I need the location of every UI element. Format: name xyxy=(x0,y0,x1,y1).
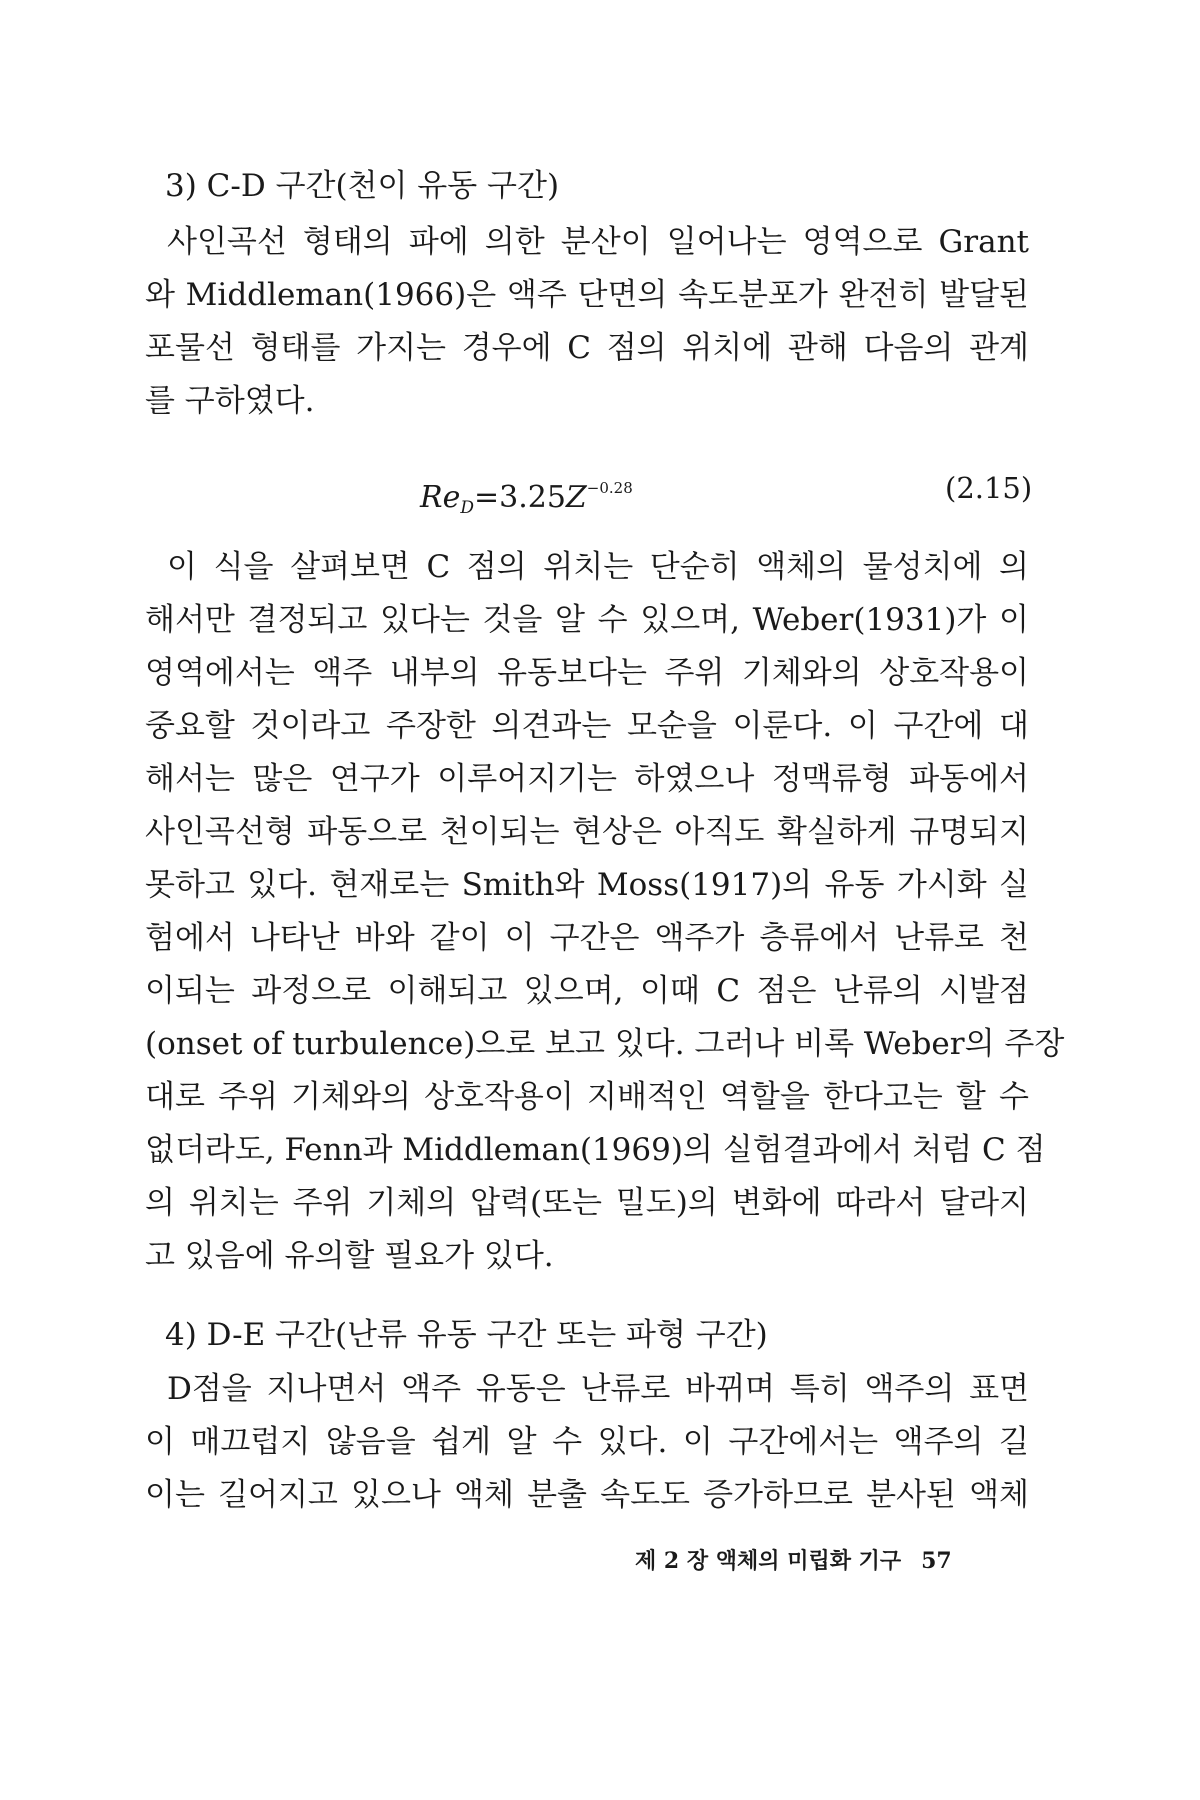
section-3-para2-line-13: 의 위치는 주위 기체의 압력(또는 밀도)의 변화에 따라서 달라지 xyxy=(145,1185,1029,1221)
equation-variable: Z xyxy=(565,480,587,515)
section-3-para2-line-4: 중요할 것이라고 주장한 의견과는 모순을 이룬다. 이 구간에 대 xyxy=(145,708,1029,744)
equation-lhs: Re xyxy=(420,480,461,515)
section-3-para2-line-7: 못하고 있다. 현재로는 Smith와 Moss(1917)의 유동 가시화 실 xyxy=(145,867,1029,903)
section-3-para1-line-1: 사인곡선 형태의 파에 의한 분산이 일어나는 영역으로 Grant xyxy=(167,224,1029,260)
section-3-para2-line-9: 이되는 과정으로 이해되고 있으며, 이때 C 점은 난류의 시발점 xyxy=(145,973,1029,1009)
equation-number: (2.15) xyxy=(945,471,1033,505)
section-3-para2-line-10: (onset of turbulence)으로 보고 있다. 그러나 비록 Weber의 주장 xyxy=(145,1026,1065,1062)
section-4-para1-line-3: 이는 길어지고 있으나 액체 분출 속도도 증가하므로 분사된 액체 xyxy=(145,1477,1029,1513)
section-3-para1-line-2: 와 Middleman(1966)은 액주 단면의 속도분포가 완전히 발달된 xyxy=(145,277,1029,313)
equation-exponent: −0.28 xyxy=(586,479,633,497)
section-3-para1-line-4: 를 구하였다. xyxy=(145,383,315,419)
section-3-para2-line-8: 험에서 나타난 바와 같이 이 구간은 액주가 층류에서 난류로 천 xyxy=(145,920,1029,956)
equation-2-15 xyxy=(420,466,633,530)
section-3-heading: 3) C-D 구간(천이 유동 구간) xyxy=(165,168,560,204)
section-3-para2-line-1: 이 식을 살펴보면 C 점의 위치는 단순히 액체의 물성치에 의 xyxy=(167,549,1029,585)
equation-rhs-constant: =3.25 xyxy=(473,480,566,515)
page-footer xyxy=(635,1546,952,1576)
section-3-para2-line-11: 대로 주위 기체와의 상호작용이 지배적인 역할을 한다고는 할 수 xyxy=(145,1079,1029,1115)
section-4-heading: 4) D-E 구간(난류 유동 구간 또는 파형 구간) xyxy=(165,1317,768,1353)
section-3-para2-line-3: 영역에서는 액주 내부의 유동보다는 주위 기체와의 상호작용이 xyxy=(145,655,1029,691)
section-3-para2-line-14: 고 있음에 유의할 필요가 있다. xyxy=(145,1238,554,1274)
section-3-para2-line-5: 해서는 많은 연구가 이루어지기는 하였으나 정맥류형 파동에서 xyxy=(145,761,1029,797)
section-4-para1-line-2: 이 매끄럽지 않음을 쉽게 알 수 있다. 이 구간에서는 액주의 길 xyxy=(145,1424,1029,1460)
section-3-para2-line-2: 해서만 결정되고 있다는 것을 알 수 있으며, Weber(1931)가 이 xyxy=(145,602,1029,638)
equation-lhs-subscript: D xyxy=(460,498,474,518)
section-3-para2-line-12: 없더라도, Fenn과 Middleman(1969)의 실험결과에서 처럼 C 점 xyxy=(145,1132,1046,1168)
footer-chapter-title: 제 2 장 액체의 미립화 기구 xyxy=(635,1548,902,1574)
section-3-para1-line-3: 포물선 형태를 가지는 경우에 C 점의 위치에 관해 다음의 관계 xyxy=(145,330,1029,366)
section-4-para1-line-1: D점을 지나면서 액주 유동은 난류로 바뀌며 특히 액주의 표면 xyxy=(167,1371,1029,1407)
section-3-para2-line-6: 사인곡선형 파동으로 천이되는 현상은 아직도 확실하게 규명되지 xyxy=(145,814,1029,850)
page-number: 57 xyxy=(921,1548,952,1574)
